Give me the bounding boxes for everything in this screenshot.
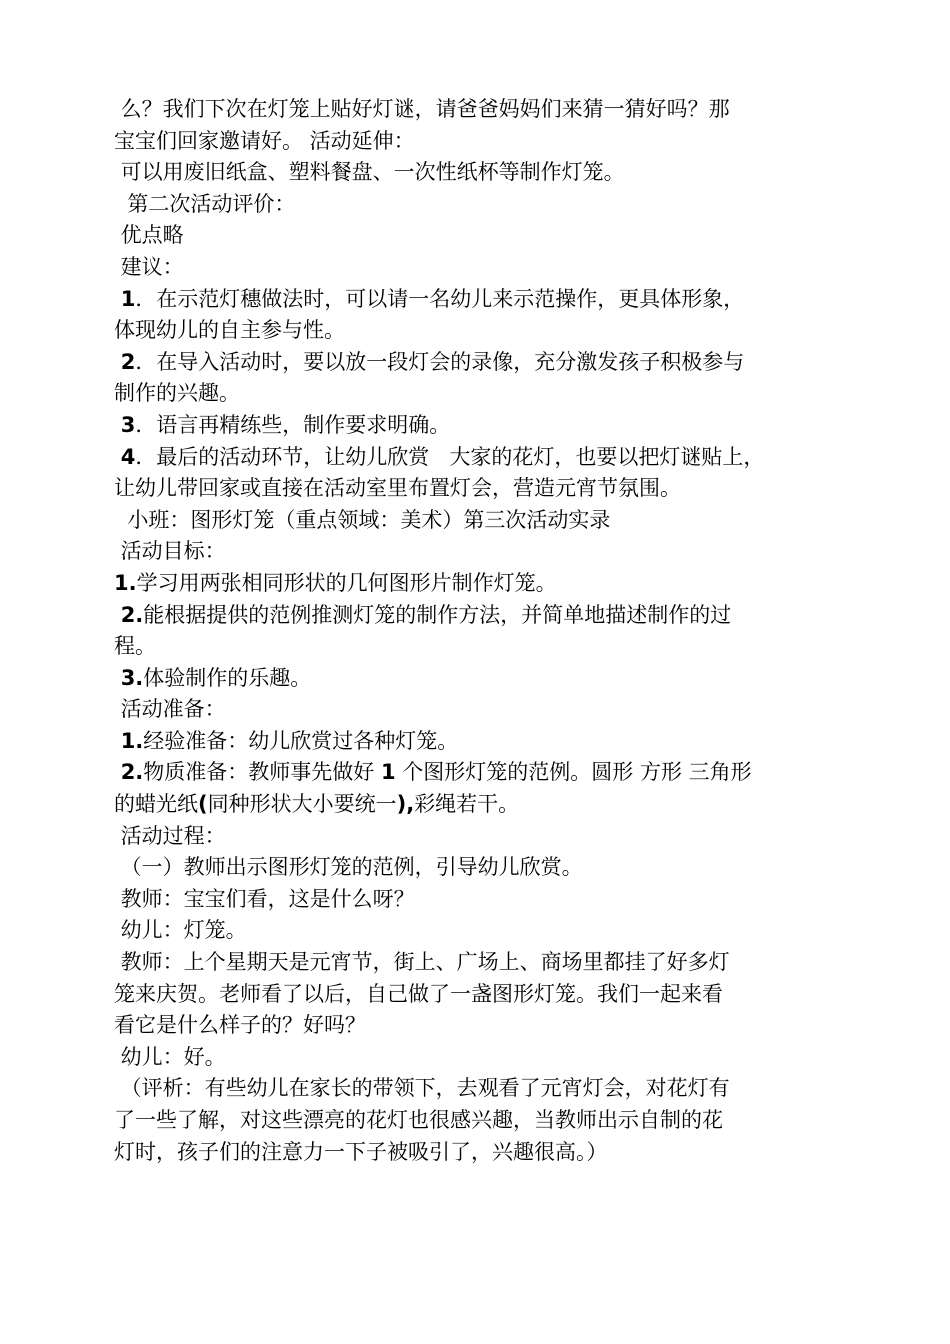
text-line [114, 347, 836, 379]
bold-number: 2 [120, 349, 136, 374]
text-run [114, 666, 121, 690]
text-run: 个图形灯笼的范例。圆形 方形 三角形 [395, 760, 752, 785]
text-line [114, 284, 836, 316]
text-line: 么？我们下次在灯笼上贴好灯谜，请爸爸妈妈们来猜一猜好吗？那 [114, 97, 730, 121]
text-run: 物质准备：教师事先做好 [143, 760, 381, 785]
text-line: （一）教师出示图形灯笼的范例，引导幼儿欣赏。 [114, 855, 583, 880]
text-line: 建议： [114, 254, 184, 279]
text-run [114, 413, 121, 437]
text-run [114, 760, 121, 784]
text-line: 幼儿：好。 [114, 1044, 226, 1069]
text-run: 经验准备：幼儿欣赏过各种灯笼。 [143, 728, 459, 753]
text-line: 活动准备： [114, 697, 226, 722]
text-run: ．语言再精练些，制作要求明确。 [135, 412, 451, 437]
text-run: ．最后的活动环节，让幼儿欣赏 大家的花灯，也要以把灯谜贴上， [135, 444, 765, 469]
text-run: ．在示范灯穗做法时，可以请一名幼儿来示范操作，更具体形象， [135, 286, 745, 311]
text-line: （评析：有些幼儿在家长的带领下，去观看了元宵灯会，对花灯有 [114, 1076, 730, 1101]
text-run: 彩绳若干。 [414, 792, 520, 817]
text-line [114, 600, 836, 632]
text-run: 同种形状大小要统一 [207, 792, 397, 817]
bold-number: 1 [120, 286, 136, 311]
text-line: 了一些了解，对这些漂亮的花灯也很感兴趣，当教师出示自制的花 [114, 1108, 723, 1132]
text-run: 能根据提供的范例推测灯笼的制作方法，并简单地描述制作的过 [143, 602, 732, 627]
bold-number: 2. [120, 602, 144, 627]
bold-number: 3. [120, 665, 144, 690]
text-run: ．在导入活动时，要以放一段灯会的录像，充分激发孩子积极参与 [135, 349, 745, 374]
text-line: 笼来庆贺。老师看了以后，自己做了一盏图形灯笼。我们一起来看 [114, 981, 723, 1006]
text-line: 灯时，孩子们的注意力一下子被吸引了，兴趣很高。） [114, 1139, 608, 1164]
bold-number: 1 [380, 760, 396, 785]
text-run: 体验制作的乐趣。 [143, 665, 312, 690]
text-line: 宝宝们回家邀请好。 活动延伸： [114, 128, 415, 153]
text-line [114, 663, 836, 695]
text-line [114, 726, 836, 758]
text-line: 幼儿：灯笼。 [114, 918, 247, 943]
text-line [114, 789, 836, 821]
text-run [114, 603, 121, 627]
text-line: 教师：宝宝们看，这是什么呀？ [114, 886, 415, 911]
bold-number: ( [198, 792, 208, 817]
text-run: 的蜡光纸 [114, 792, 198, 817]
bold-number: 4 [120, 444, 136, 469]
text-line: 看它是什么样子的？好吗？ [114, 1013, 366, 1038]
text-run [114, 287, 121, 311]
bold-number: 1. [114, 570, 137, 595]
text-line: 体现幼儿的自主参与性。 [114, 318, 345, 343]
bold-number: 1. [120, 728, 144, 753]
text-line: 优点略 [114, 223, 184, 248]
text-line: 程。 [114, 634, 156, 659]
bold-number: 2. [120, 760, 144, 785]
text-line [114, 442, 836, 474]
text-line [114, 757, 836, 789]
document-body [114, 94, 836, 1168]
text-run [114, 350, 121, 374]
text-line: 活动目标： [114, 539, 226, 564]
text-line: 让幼儿带回家或直接在活动室里布置灯会，营造元宵节氛围。 [114, 476, 681, 501]
text-line: 可以用废旧纸盒、塑料餐盘、一次性纸杯等制作灯笼。 [114, 160, 625, 185]
bold-number: 3 [120, 412, 136, 437]
text-line: 制作的兴趣。 [114, 381, 240, 406]
text-line [114, 410, 836, 442]
text-run [114, 445, 121, 469]
text-line: 第二次活动评价： [114, 191, 296, 216]
text-line: 活动过程： [114, 823, 226, 848]
text-run: 学习用两张相同形状的几何图形片制作灯笼。 [136, 570, 557, 595]
text-line [114, 568, 836, 600]
text-line: 小班：图形灯笼（重点领域：美术）第三次活动实录 [114, 507, 611, 532]
text-line: 教师：上个星期天是元宵节，街上、广场上、商场里都挂了好多灯 [114, 950, 730, 975]
text-run [114, 729, 121, 753]
bold-number: ), [396, 792, 415, 817]
